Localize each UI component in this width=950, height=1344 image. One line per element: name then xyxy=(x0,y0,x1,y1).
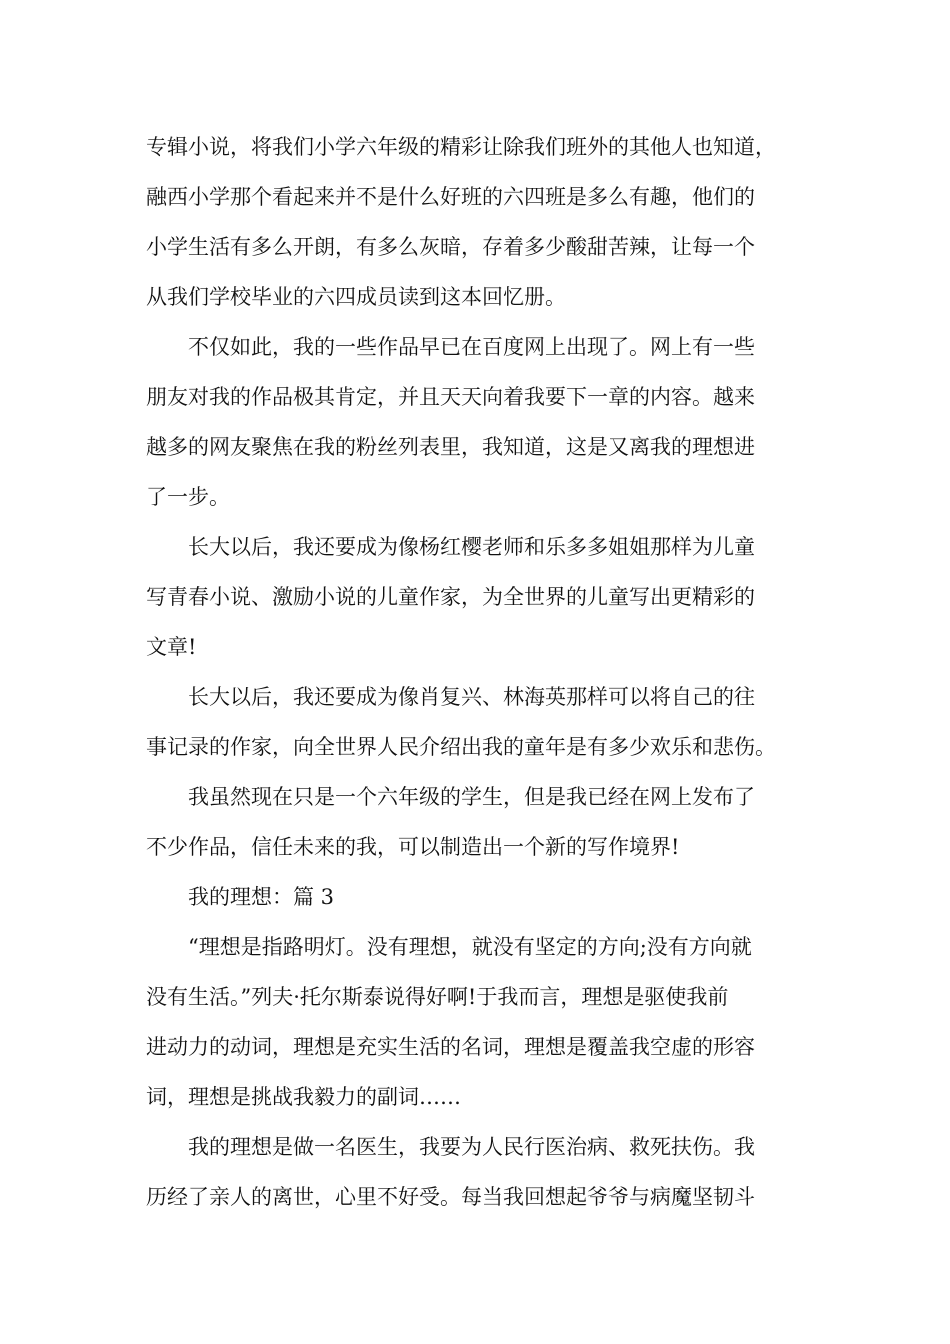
section-heading: 我的理想：篇 3 xyxy=(188,885,335,909)
text-line: 词，理想是挑战我毅力的副词…… xyxy=(146,1085,461,1109)
text-line: 写青春小说、激励小说的儿童作家，为全世界的儿童写出更精彩的 xyxy=(146,585,755,609)
text-line: 朋友对我的作品极其肯定，并且天天向着我要下一章的内容。越来 xyxy=(146,385,755,409)
text-line: 文章! xyxy=(146,635,197,659)
document-body xyxy=(146,128,826,1228)
text-line: 不少作品，信任未来的我，可以制造出一个新的写作境界! xyxy=(146,835,680,859)
text-line: 从我们学校毕业的六四成员读到这本回忆册。 xyxy=(146,285,566,309)
text-line: 越多的网友聚焦在我的粉丝列表里，我知道，这是又离我的理想进 xyxy=(146,435,755,459)
text-line: 专辑小说，将我们小学六年级的精彩让除我们班外的其他人也知道， xyxy=(146,135,776,159)
paragraph-start-line: “理想是指路明灯。没有理想，就没有坚定的方向;没有方向就 xyxy=(188,935,752,959)
paragraph-start-line: 我的理想是做一名医生，我要为人民行医治病、救死扶伤。我 xyxy=(188,1135,755,1159)
text-line: 没有生活。”列夫·托尔斯泰说得好啊!于我而言，理想是驱使我前 xyxy=(146,985,729,1009)
text-line: 小学生活有多么开朗，有多么灰暗，存着多少酸甜苦辣，让每一个 xyxy=(146,235,755,259)
text-line: 了一步。 xyxy=(146,485,230,509)
text-line: 进动力的动词，理想是充实生活的名词，理想是覆盖我空虚的形容 xyxy=(146,1035,755,1059)
paragraph-start-line: 我虽然现在只是一个六年级的学生，但是我已经在网上发布了 xyxy=(188,785,755,809)
paragraph-start-line: 不仅如此，我的一些作品早已在百度网上出现了。网上有一些 xyxy=(188,335,755,359)
paragraph-start-line: 长大以后，我还要成为像肖复兴、林海英那样可以将自己的往 xyxy=(188,685,755,709)
text-line: 事记录的作家，向全世界人民介绍出我的童年是有多少欢乐和悲伤。 xyxy=(146,735,776,759)
text-line: 融西小学那个看起来并不是什么好班的六四班是多么有趣，他们的 xyxy=(146,185,755,209)
paragraph-start-line: 长大以后，我还要成为像杨红樱老师和乐多多姐姐那样为儿童 xyxy=(188,535,755,559)
text-line: 历经了亲人的离世，心里不好受。每当我回想起爷爷与病魔坚韧斗 xyxy=(146,1185,755,1209)
